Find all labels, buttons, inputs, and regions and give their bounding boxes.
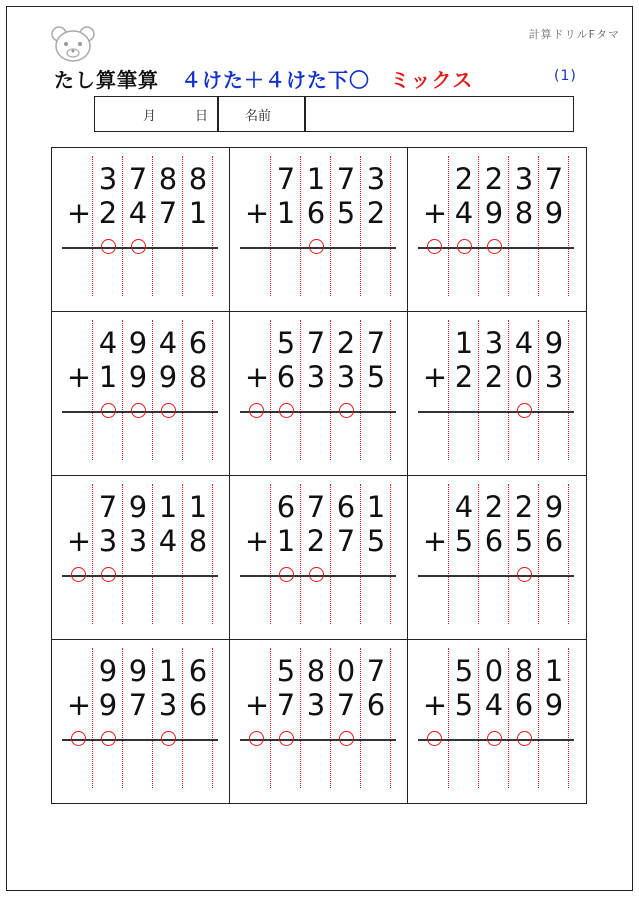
addend-top-digit: 3 — [514, 162, 534, 196]
addend-top-digit: 0 — [336, 654, 356, 688]
answer-line — [418, 411, 574, 413]
carry-circle — [131, 403, 146, 418]
addend-top-digit: 2 — [484, 162, 504, 196]
addend-bottom-digit: 6 — [306, 196, 326, 230]
addend-top-digit: 4 — [454, 490, 474, 524]
carry-circle — [517, 567, 532, 582]
addend-top-digit: 0 — [484, 654, 504, 688]
addend-top-digit: 3 — [366, 162, 386, 196]
addend-bottom-digit: 9 — [544, 196, 564, 230]
addend-bottom-digit: 9 — [484, 196, 504, 230]
addend-top-digit: 6 — [188, 654, 208, 688]
addend-bottom-digit: 1 — [276, 524, 296, 558]
worksheet-title — [54, 64, 594, 94]
addend-top-digit: 1 — [454, 326, 474, 360]
addend-bottom-digit: 7 — [158, 196, 178, 230]
addend-bottom-digit: 6 — [484, 524, 504, 558]
addend-top-digit: 9 — [128, 326, 148, 360]
addend-top-digit: 7 — [98, 490, 118, 524]
carry-circle — [161, 403, 176, 418]
addend-top-digit: 2 — [514, 490, 534, 524]
addend-bottom-digit: 0 — [514, 360, 534, 394]
addend-top-digit: 5 — [276, 326, 296, 360]
carry-circle — [131, 239, 146, 254]
addend-top-digit: 2 — [484, 490, 504, 524]
addend-top-digit: 7 — [128, 162, 148, 196]
carry-circle — [487, 239, 502, 254]
problem-grid — [51, 147, 587, 804]
title-main: たし算筆算 — [54, 68, 159, 92]
carry-circle — [427, 239, 442, 254]
carry-circle — [279, 567, 294, 582]
carry-circle — [101, 567, 116, 582]
addend-bottom-digit: 2 — [484, 360, 504, 394]
addend-bottom-digit: 7 — [128, 688, 148, 722]
addend-bottom-digit: 4 — [128, 196, 148, 230]
addend-top-digit: 9 — [98, 654, 118, 688]
addend-bottom-digit: 2 — [306, 524, 326, 558]
addend-top-digit: 1 — [544, 654, 564, 688]
plus-sign: + — [422, 360, 448, 394]
addend-bottom-digit: 3 — [306, 688, 326, 722]
addend-bottom-digit: 5 — [336, 196, 356, 230]
addend-top-digit: 5 — [454, 654, 474, 688]
problem-cell — [52, 476, 230, 640]
addend-bottom-digit: 6 — [188, 688, 208, 722]
addend-top-digit: 6 — [188, 326, 208, 360]
carry-circle — [279, 731, 294, 746]
addend-top-digit: 2 — [336, 326, 356, 360]
addend-bottom-digit: 5 — [454, 524, 474, 558]
addend-bottom-digit: 1 — [98, 360, 118, 394]
carry-circle — [309, 567, 324, 582]
addend-top-digit: 2 — [454, 162, 474, 196]
problem-cell — [52, 312, 230, 476]
carry-circle — [71, 567, 86, 582]
addend-top-digit: 8 — [306, 654, 326, 688]
addend-top-digit: 8 — [514, 654, 534, 688]
addend-top-digit: 7 — [366, 326, 386, 360]
carry-circle — [161, 731, 176, 746]
addend-bottom-digit: 2 — [366, 196, 386, 230]
addend-top-digit: 1 — [158, 654, 178, 688]
addend-bottom-digit: 3 — [544, 360, 564, 394]
carry-circle — [101, 239, 116, 254]
problem-cell — [230, 312, 408, 476]
addend-top-digit: 3 — [98, 162, 118, 196]
addend-bottom-digit: 8 — [188, 524, 208, 558]
addend-top-digit: 9 — [128, 654, 148, 688]
plus-sign: + — [66, 360, 92, 394]
problem-cell — [408, 476, 586, 640]
addend-top-digit: 6 — [276, 490, 296, 524]
addend-bottom-digit: 5 — [366, 524, 386, 558]
addend-bottom-digit: 3 — [98, 524, 118, 558]
plus-sign: + — [422, 524, 448, 558]
carry-circle — [71, 731, 86, 746]
addend-bottom-digit: 6 — [544, 524, 564, 558]
plus-sign: + — [422, 196, 448, 230]
addend-bottom-digit: 4 — [158, 524, 178, 558]
title-mix: ミックス — [389, 68, 474, 92]
addend-top-digit: 9 — [544, 490, 564, 524]
addend-bottom-digit: 9 — [128, 360, 148, 394]
plus-sign: + — [422, 688, 448, 722]
bear-logo-icon — [50, 24, 96, 64]
title-sub: ４けた＋４けた下〇 — [180, 68, 370, 92]
carry-circle — [339, 731, 354, 746]
addend-bottom-digit: 1 — [188, 196, 208, 230]
addend-top-digit: 4 — [98, 326, 118, 360]
plus-sign: + — [66, 524, 92, 558]
addend-bottom-digit: 6 — [514, 688, 534, 722]
problem-cell — [230, 640, 408, 804]
plus-sign: + — [66, 688, 92, 722]
addend-bottom-digit: 1 — [276, 196, 296, 230]
problem-cell — [230, 148, 408, 312]
addend-top-digit: 7 — [544, 162, 564, 196]
addend-bottom-digit: 9 — [544, 688, 564, 722]
carry-circle — [517, 731, 532, 746]
month-label: 月 — [143, 109, 157, 124]
addend-top-digit: 7 — [306, 326, 326, 360]
addend-bottom-digit: 3 — [336, 360, 356, 394]
answer-line — [418, 575, 574, 577]
problem-cell — [408, 312, 586, 476]
addend-bottom-digit: 9 — [98, 688, 118, 722]
carry-circle — [249, 403, 264, 418]
addend-bottom-digit: 9 — [158, 360, 178, 394]
addend-top-digit: 5 — [276, 654, 296, 688]
addend-bottom-digit: 5 — [366, 360, 386, 394]
carry-circle — [487, 731, 502, 746]
carry-circle — [457, 239, 472, 254]
addend-top-digit: 6 — [336, 490, 356, 524]
addend-bottom-digit: 7 — [336, 524, 356, 558]
carry-circle — [339, 403, 354, 418]
addend-top-digit: 4 — [158, 326, 178, 360]
addend-top-digit: 1 — [158, 490, 178, 524]
problem-cell — [52, 640, 230, 804]
problem-cell — [230, 476, 408, 640]
addend-top-digit: 7 — [276, 162, 296, 196]
addend-bottom-digit: 6 — [366, 688, 386, 722]
addend-top-digit: 1 — [306, 162, 326, 196]
addend-bottom-digit: 8 — [514, 196, 534, 230]
carry-circle — [279, 403, 294, 418]
problem-cell — [408, 148, 586, 312]
addend-bottom-digit: 7 — [276, 688, 296, 722]
plus-sign: + — [66, 196, 92, 230]
addend-top-digit: 4 — [514, 326, 534, 360]
carry-circle — [517, 403, 532, 418]
plus-sign: + — [244, 524, 270, 558]
addend-bottom-digit: 6 — [276, 360, 296, 394]
plus-sign: + — [244, 688, 270, 722]
addend-bottom-digit: 5 — [514, 524, 534, 558]
problem-cell — [52, 148, 230, 312]
addend-bottom-digit: 4 — [454, 196, 474, 230]
addend-top-digit: 7 — [366, 654, 386, 688]
problem-cell — [408, 640, 586, 804]
addend-bottom-digit: 7 — [336, 688, 356, 722]
carry-circle — [101, 731, 116, 746]
addend-top-digit: 1 — [188, 490, 208, 524]
addend-top-digit: 7 — [336, 162, 356, 196]
carry-circle — [427, 731, 442, 746]
addend-top-digit: 7 — [306, 490, 326, 524]
addend-bottom-digit: 3 — [128, 524, 148, 558]
name-label: 名前 — [245, 109, 272, 124]
carry-circle — [101, 403, 116, 418]
plus-sign: + — [244, 196, 270, 230]
addend-bottom-digit: 3 — [158, 688, 178, 722]
addend-bottom-digit: 2 — [454, 360, 474, 394]
addend-bottom-digit: 8 — [188, 360, 208, 394]
plus-sign: + — [244, 360, 270, 394]
addend-top-digit: 9 — [128, 490, 148, 524]
addend-top-digit: 8 — [158, 162, 178, 196]
brand-label: 計算ドリルFタマ — [528, 28, 620, 41]
addend-top-digit: 1 — [366, 490, 386, 524]
carry-circle — [249, 731, 264, 746]
addend-top-digit: 3 — [484, 326, 504, 360]
addend-top-digit: 8 — [188, 162, 208, 196]
title-number: (1) — [554, 68, 577, 84]
addend-bottom-digit: 2 — [98, 196, 118, 230]
day-label: 日 — [195, 109, 209, 124]
addend-top-digit: 9 — [544, 326, 564, 360]
carry-circle — [309, 239, 324, 254]
addend-bottom-digit: 4 — [484, 688, 504, 722]
date-name-box — [94, 96, 574, 132]
addend-bottom-digit: 5 — [454, 688, 474, 722]
addend-bottom-digit: 3 — [306, 360, 326, 394]
